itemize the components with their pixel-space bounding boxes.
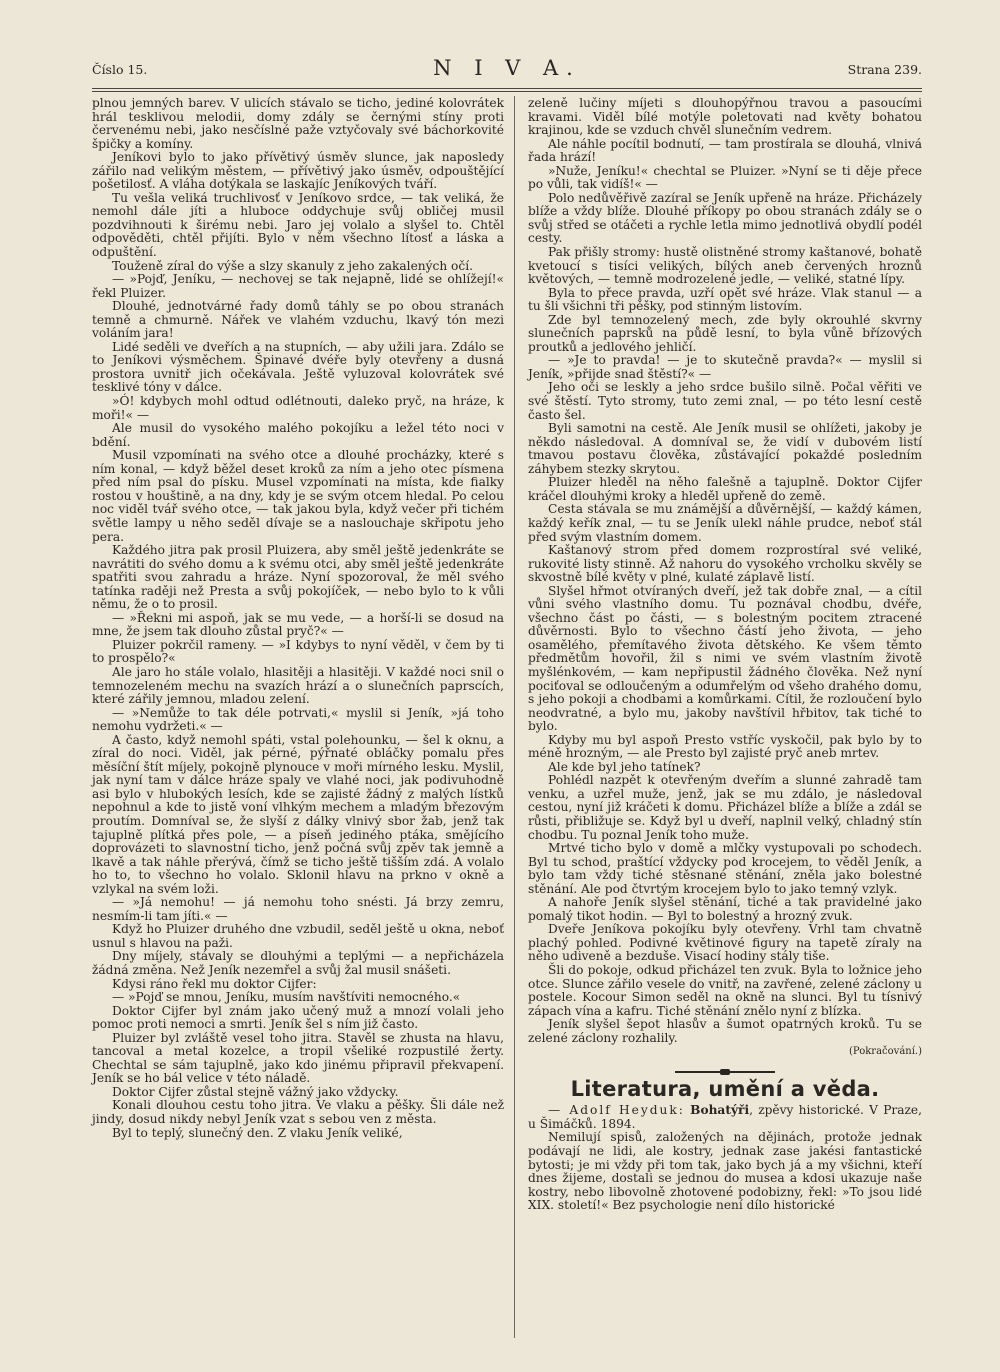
paragraph: Lidé seděli ve dveřích a na stupních, — aby užili jara. Zdálo se to Jeníkovi výsměchem. Špinavé dvéře byly otevřeny a dusná prostora uvnitř jich očekávala. Ještě vyluzoval kolovrátek své tesklivé tóny v dálce. xyxy=(92,339,504,395)
paragraph: Dlouhé, jednotvárné řady domů táhly se po obou stranách temně a chmurně. Nářek ve vlahém vzduchu, lkavý tón mezi voláním jara! xyxy=(92,299,504,341)
paragraph: Tu vešla veliká truchlivosť v Jeníkovo srdce, — tak veliká, že nemohl dále jíti a hluboce oddychuje svůj obličej musil pozdvihnouti k širému nebi. Jaro jej volalo a slyšel to. Chtěl odpověděti, chtěl přijíti. Bylo v něm všechno lítosť a láska a odpuštění. xyxy=(92,190,504,260)
paragraph: Pluizer pokrčil rameny. — »I kdybys to nyní věděl, v čem by ti to prospělo?« xyxy=(92,637,504,666)
paragraph: — »Nemůže to tak déle potrvati,« myslil si Jeník, »já toho nemohu vydržeti.« — xyxy=(92,705,504,734)
review-author: — Adolf Heyduk: xyxy=(548,1103,685,1118)
paragraph: Slyšel hřmot otvíraných dveří, jež tak dobře znal, — a cítil vůni svého vlastního domu. Tu poznával chodbu, dvéře, všechno část po části, — s bolestným pocitem ztracené důvěrnosti. Bylo to všechno částí jeho života, — jeho osamělého, přemítavého života dětského. Ke všem těmto předmětům hovořil, žil s nimi ve svém vlastním životě myšlénkovém, — kam nepřipustil žádného člověka. Než nyní pociťoval se odloučeným a odumřelým od všeho drahého domu, s jeho pokoji a chodbami a komůrkami. Cítil, že rozloučení bylo neodvratné, a bylo mu, jakoby navštívil hřbitov, tak tiché to bylo. xyxy=(528,583,922,734)
paragraph: zeleně lučiny míjeti s dlouhopýřnou travou a pasoucími kravami. Viděl bílé motýle poletovati nad květy bohatou krajinou, kde se vzduch chvěl slunečním vedrem. xyxy=(528,96,922,138)
paragraph: Kdyby mu byl aspoň Presto vstříc vyskočil, pak bylo by to méně hrozným, — ale Presto byl zajisté pryč aneb mrtev. xyxy=(528,732,922,761)
paragraph: — »Řekni mi aspoň, jak se mu vede, — a horší-li se dosud na mne, že jsem tak dlouho zůstal pryč?« — xyxy=(92,610,504,639)
paragraph: Mrtvé ticho bylo v domě a mlčky vystupovali po schodech. Byl tu schod, praštící vždycky pod krocejem, to věděl Jeník, a bylo tam vždy tiché stěsnané stěnání, zněla jako bolestné stěnání. Ale pod čtvrtým krocejem bylo to jako temný vzlyk. xyxy=(528,841,922,896)
paragraph: »Nuže, Jeníku!« chechtal se Pluizer. »Nyní se ti děje přece po vůli, tak vidíš!« — xyxy=(528,163,922,192)
paragraph: Dveře Jeníkova pokojíku byly otevřeny. Vrhl tam chvatně plachý pohled. Podivné květinové figury na tapetě zíraly na něho udiveně a bezduše. Visací hodiny stály tiše. xyxy=(528,922,922,964)
review-block xyxy=(528,1104,922,1212)
paragraph: Šli do pokoje, odkud přicházel ten zvuk. Byla to ložnice jeho otce. Slunce zářilo vesele do vnitř, na zavřené, zelené záclony u postele. Kocour Simon seděl na okně na slunci. Byl tu tísnivý zápach vína a kafru. Tiché stěnání znělo nyní z blízka. xyxy=(528,963,922,1018)
paragraph: Musil vzpomínati na svého otce a dlouhé procházky, které s ním konal, — když běžel deset kroků za ním a jeho otec písmena před ním psal do písku. Musel vzpomínati na místa, kde fialky rostou v houštině, a na dny, kdy je se svým otcem hledal. Po celou noc viděl tvář svého otce, — tak jakou byla, když večer při tichém světle lampy u něho seděl dívaje se a naslouchaje skřipotu jeho pera. xyxy=(92,448,504,544)
paragraph: Pluizer byl zvláště vesel toho jitra. Stavěl se zhusta na hlavu, tancoval a metal kozelce, a tropil všeliké rozpustilé žerty. Chechtal se sám tajuplně, jako kdo jinému připravil překvapení. Jeník se ho bál velice v této náladě. xyxy=(92,1030,504,1086)
paragraph: Byli samotni na cestě. Ale Jeník musil se ohlížeti, jakoby je někdo následoval. A domníval se, že vidí v dubovém listí tmavou postavu člověka, zůstávající pokaždé posledním záhybem stezky skrytou. xyxy=(528,421,922,476)
review-publisher: V Praze, u Šimáčků. 1894. xyxy=(528,1103,923,1131)
right-column xyxy=(528,97,922,1213)
left-column xyxy=(92,97,504,1140)
paragraph: A nahoře Jeník slyšel stěnání, tiché a tak pravidelné jako pomalý tikot hodin. — Byl to bolestný a hrozný zvuk. xyxy=(528,895,922,923)
review-work-title: Bohatýři xyxy=(690,1103,750,1118)
paragraph: Ale kde byl jeho tatínek? xyxy=(548,759,701,774)
column-divider xyxy=(514,96,515,1338)
story-continuation xyxy=(528,97,922,1045)
paragraph: plnou jemných barev. V ulicích stávalo se ticho, jediné kolovrátek hrál tesklivou melodii, domy zdály se černými stíny proti červenému nebi, jako nesčíslné paže vztyčovaly své báchorkovité špičky a komíny. xyxy=(92,96,504,151)
paragraph: Když ho Pluizer druhého dne vzbudil, seděl ještě u okna, neboť usnul s hlavou na paži. xyxy=(92,922,504,950)
paragraph: »Ó! kdybych mohl odtud odlétnouti, daleko pryč, na hráze, k moři!« — xyxy=(92,394,504,422)
paragraph: Ale musil do vysokého malého pokojíku a ležel této noci v bdění. xyxy=(92,421,504,449)
section-ornament-divider xyxy=(675,1071,775,1073)
paragraph: Ale jaro ho stále volalo, hlasitěji a hlasitěji. V každé noci snil o temnozeleném mechu na svazích hrází a o slunečních paprscích, které zářily jemnou, mladou zelení. xyxy=(92,664,504,707)
header-rule-double xyxy=(92,91,922,92)
paragraph: Kdysi ráno řekl mu doktor Cijfer: xyxy=(112,976,317,991)
paragraph: Pluizer hleděl na něho falešně a tajuplně. Doktor Cijfer kráčel dlouhými kroky a hleděl upřeně do země. xyxy=(528,475,922,503)
paragraph: Konali dlouhou cestu toho jitra. Ve vlaku a pěšky. Šli dále než jindy, dosud nikdy nebyl Jeník vzat s sebou ven z města. xyxy=(92,1098,504,1127)
review-body: Nemilují spisů, založených na dějinách, protože jednak podávají ne lidi, ale kostry, jednak zase jakési fantastické bytosti; je mi vždy při tom tak, jako bych já a my všichni, kteří dnes žijeme, dostali se jednou do musea a kdosi ukazuje naše kostry, nebo libovolně zhotovené podobizny, řekl: »To jsou lidé XIX. století!« Bez psychologie není dílo historické xyxy=(528,1130,922,1213)
paragraph: — »Pojď se mnou, Jeníku, musím navštíviti nemocného.« xyxy=(112,990,461,1005)
issue-number: Číslo 15. xyxy=(92,62,148,77)
paragraph: Jeho oči se leskly a jeho srdce bušilo silně. Počal věřiti ve své štěstí. Tyto stromy, tuto zemi znal, — po této lesní cestě často šel. xyxy=(528,380,922,422)
paragraph: Kaštanový strom před domem rozprostíral své veliké, rukovité listy stinně. Až nahoru do vysokého vrcholku skvěly se skvostně bílé květy v plné, kulaté záplavě listí. xyxy=(528,543,922,585)
paragraph: A často, když nemohl spáti, vstal polehounku, — šel k oknu, a zíral do noci. Viděl, jak pérné, pýřnaté obláčky pomalu přes měsíční štít míjely, pokojně plynouce v moři mírného lesku. Myslil, jak nyní tam v dálce hráze spaly ve vlahé noci, jak podivuhodně asi bylo v hlubokých lesích, kde se zajisté žádný z malých lístků nepohnul a kde to jistě voní vlhkým mechem a mladým březovým proutím. Domníval se, že slyší z dálky vlnivý sbor žab, jenž tak tajuplně plítká přes pole, — a píseň jediného ptáka, smějícího doprovázeti to slavnostní ticho, jenž počná svůj zpěv tak jemně a lkavě a tak náhle přerývá, čímž se ticho ještě tišším zdá. A volalo ho to, to všechno ho volalo. Sklonil hlavu na prkno v okně a vzlykal na svém loži. xyxy=(92,732,504,896)
page-number: Strana 239. xyxy=(847,62,922,77)
paragraph: Jeníkovi bylo to jako přívětivý úsměv slunce, jak naposledy zářilo nad velikým městem, — přívětivý jako úsměv, odpouštějící pošetilosť. A vláha dotýkala se laskajíc Jeníkových tváří. xyxy=(92,150,504,192)
paragraph: Byl to teplý, slunečný den. Z vlaku Jeník veliké, xyxy=(112,1125,403,1140)
paragraph: Dny míjely, stávaly se dlouhými a teplými — a nepřicházela žádná změna. Než Jeník nezemřel a svůj žal musil snášeti. xyxy=(92,949,504,977)
paragraph: Zde byl temnozelený mech, zde byly okrouhlé skvrny slunečních paprsků na půdě lesní, to byla vůně břízových proutků a jedlového jehličí. xyxy=(528,312,922,354)
paragraph: Byla to přece pravda, uzří opět své hráze. Vlak stanul — a tu šli všichni tři pěšky, pod stinným listovím. xyxy=(528,285,922,314)
continuation-note: (Pokračování.) xyxy=(849,1046,922,1058)
journal-title: N I V A. xyxy=(433,56,581,80)
paragraph: Každého jitra pak prosil Pluizera, aby směl ještě jedenkráte se navrátiti do svého domu a k svému otci, aby směl ještě jedenkráte spatřiti svou zahradu a hráze. Nyní spozoroval, že měl svého tatínka raději než Presta a svůj pokojíček, — nebo bylo to k vůli němu, že o to prosil. xyxy=(92,543,504,612)
paragraph: — »Je to pravda! — je to skutečně pravda?« — myslil si Jeník, »přijde snad štěstí?« — xyxy=(528,353,922,381)
paragraph: Touženě zíral do výše a slzy skanuly z jeho zakalených očí. xyxy=(112,258,473,273)
paragraph: — »Pojď, Jeníku, — nechovej se tak nejapně, lidé se ohlížejí!« řekl Pluizer. xyxy=(92,272,504,300)
paragraph: — »Já nemohu! — já nemohu toho snésti. Já brzy zemru, nesmím-li tam jíti.« — xyxy=(92,895,504,923)
paragraph: Jeník slyšel šepot hlasův a šumot opatrných kroků. Tu se zelené záclony rozhalily. xyxy=(528,1017,922,1045)
paragraph: Polo nedůvěřivě zazíral se Jeník upřeně na hráze. Přicházely blíže a vždy blíže. Dlouhé příkopy po obou stranách zdály se o svůj střed se otáčeti a rychle letla mimo jednotlivá obydlí podél cesty. xyxy=(528,190,922,246)
header-rule xyxy=(92,88,922,89)
section-title: Literatura, umění a věda. xyxy=(570,1076,880,1101)
review-subtitle: , zpěvy historické. xyxy=(749,1103,864,1118)
paragraph: Cesta stávala se mu známější a důvěrnější, — každý kámen, každý keřík znal, — tu se Jeník ulekl náhle prudce, neboť stál před svým vlastním domem. xyxy=(528,502,922,544)
paragraph: Doktor Cijfer byl znám jako učený muž a mnozí volali jeho pomoc proti nemoci a smrti. Jeník šel s ním již často. xyxy=(92,1003,504,1032)
page-header xyxy=(92,56,922,86)
paragraph: Pak přišly stromy: hustě olistněné stromy kaštanové, bohatě kvetoucí s tisíci velikých, bílých aneb červených hroznů květových, — temně modrozelené jedle, — veliké, statné lípy. xyxy=(528,245,922,287)
paragraph: Doktor Cijfer zůstal stejně vážný jako vždycky. xyxy=(112,1084,399,1099)
paragraph: Ale náhle pocítil bodnutí, — tam prostírala se dlouhá, vlnivá řada hrází! xyxy=(528,136,922,165)
paragraph: Pohlédl nazpět k otevřeným dveřím a slunné zahradě tam venku, a uzřel muže, jenž, jak se mu zdálo, je následoval cestou, nyní již kráčeti k domu. Přicházel blíže a blíže a zdál se růsti, přibližuje se. Když byl u dveří, naplnil velký, chladný stín chodbu. Tu poznal Jeník toho muže. xyxy=(528,773,922,842)
